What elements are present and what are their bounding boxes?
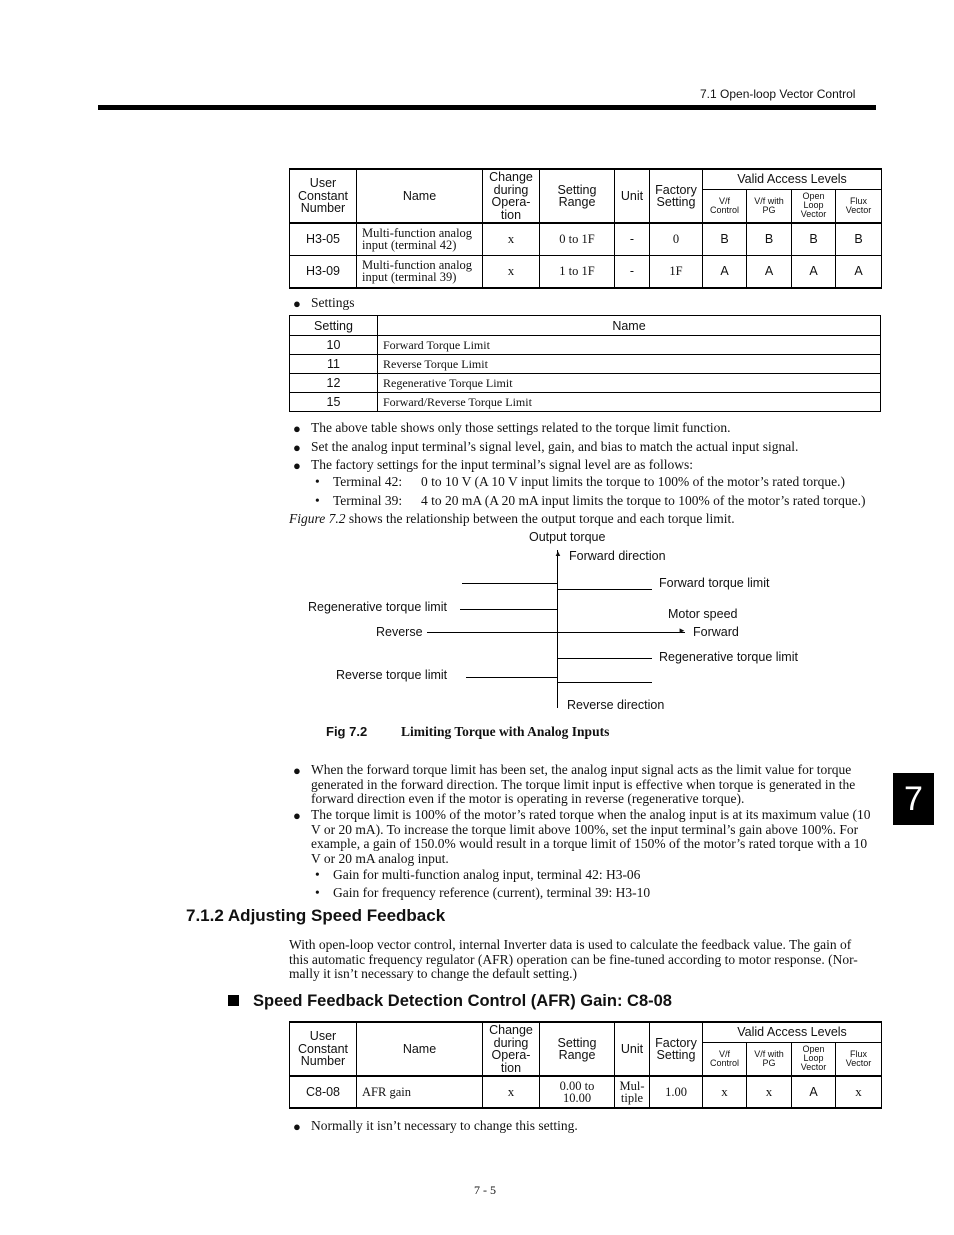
- bullet-text: Set the analog input terminal’s signal level, gain, and bias to match the actual input signal.: [311, 439, 799, 454]
- sub-bullet-icon: •: [315, 493, 320, 508]
- settings-label: Settings: [311, 295, 355, 310]
- label-motor-speed: Motor speed: [668, 607, 738, 621]
- col-name: Name: [357, 1022, 483, 1076]
- label-regen-limit-left: Regenerative torque limit: [308, 600, 447, 614]
- gain-item: Gain for frequency reference (current), terminal 39: H3-10: [333, 885, 651, 900]
- table-row: 12 Regenerative Torque Limit: [290, 374, 881, 393]
- axis-arrow-right-icon: ►: [678, 626, 686, 635]
- label-reverse-torque-limit: Reverse torque limit: [336, 668, 448, 682]
- col-open-loop-vector: Open Loop Vector: [792, 1042, 836, 1076]
- chapter-tab: 7: [893, 773, 934, 825]
- header-rule: [98, 105, 876, 110]
- gain-item: Gain for multi-function analog input, terminal 42: H3-06: [333, 867, 641, 882]
- table-row: H3-05 Multi-function analog input (terminal 42) x 0 to 1F - 0 B B B B: [290, 223, 882, 255]
- label-reverse-direction: Reverse direction: [567, 698, 665, 712]
- table-row: 11 Reverse Torque Limit: [290, 355, 881, 374]
- label-forward-direction: Forward direction: [569, 549, 666, 563]
- label-forward-torque-limit: Forward torque limit: [659, 576, 770, 590]
- col-open-loop-vector: Open Loop Vector: [792, 189, 836, 223]
- label-output-torque: Output torque: [529, 530, 606, 544]
- settings-table: [289, 315, 881, 412]
- label-forward: Forward: [693, 625, 739, 639]
- bullet-icon: ●: [293, 421, 301, 436]
- col-vf-with-pg: V/f with PG: [747, 1042, 792, 1076]
- table-row: C8-08 AFR gain x 0.00 to 10.00 Mul- tiple 1.00 x x A x: [290, 1076, 882, 1108]
- col-valid-access-levels: Valid Access Levels: [703, 169, 882, 189]
- subsection-heading: Speed Feedback Detection Control (AFR) Gain: C8-08: [228, 992, 672, 1011]
- parameter-table-h3: [289, 168, 882, 289]
- parameter-table-c8: [289, 1021, 882, 1109]
- col-unit: Unit: [615, 1022, 650, 1076]
- col-vf-control: V/f Control: [703, 1042, 747, 1076]
- col-setting-range: Setting Range: [540, 169, 615, 223]
- table-row: 15 Forward/Reverse Torque Limit: [290, 393, 881, 412]
- section-paragraph: With open-loop vector control, internal Inverter data is used to calculate the feedback value. The gain of this automatic frequency regulator (AFR) operation can be fine-tuned according to motor response. (Nor- mally it isn’t necessary to change the default setting.): [289, 937, 858, 981]
- bullet-icon: ●: [293, 763, 301, 778]
- col-valid-access-levels: Valid Access Levels: [703, 1022, 882, 1042]
- line-regen-limit-right: [557, 658, 652, 659]
- sub-bullet-icon: •: [315, 474, 320, 489]
- col-change: Change during Opera- tion: [483, 1022, 540, 1076]
- terminal-label: Terminal 42:: [333, 474, 403, 489]
- col-name: Name: [357, 169, 483, 223]
- bullet-icon: ●: [293, 440, 301, 455]
- col-setting: Setting: [290, 316, 378, 336]
- table-row: 10 Forward Torque Limit: [290, 336, 881, 355]
- col-flux-vector: Flux Vector: [836, 189, 882, 223]
- col-change: Change during Opera- tion: [483, 169, 540, 223]
- bullet-text: Normally it isn’t necessary to change this setting.: [311, 1118, 578, 1133]
- bullet-text: The factory settings for the input terminal’s signal level are as follows:: [311, 457, 694, 472]
- terminal-label: Terminal 39:: [333, 493, 403, 508]
- terminal-text: 0 to 10 V (A 10 V input limits the torque to 100% of the motor’s rated torque.): [421, 474, 845, 489]
- line-regen-limit-left: [460, 609, 557, 610]
- figure-reference: Figure 7.2 shows the relationship between the output torque and each torque limit.: [289, 511, 735, 526]
- bullet-text: The torque limit is 100% of the motor’s rated torque when the analog input is at its maximum value (10 V or 20 mA). To increase the torque limit above 100%, set the input terminal’s gain above 100%. For example, a gain of 150.0% would result in a torque limit of 150% of the motor’s rated torque with a 10 V or 20 mA analog input.: [311, 807, 871, 866]
- line-forward-torque-limit: [557, 589, 652, 590]
- col-factory-setting: Factory Setting: [650, 1022, 703, 1076]
- col-unit: Unit: [615, 169, 650, 223]
- bullet-icon: ●: [293, 296, 301, 311]
- col-setting-range: Setting Range: [540, 1022, 615, 1076]
- bullet-icon: ●: [293, 458, 301, 473]
- figure-title: Limiting Torque with Analog Inputs: [401, 724, 610, 739]
- col-user-constant: User Constant Number: [290, 169, 357, 223]
- running-header: 7.1 Open-loop Vector Control: [700, 87, 856, 101]
- bullet-icon: ●: [293, 1119, 301, 1134]
- col-vf-control: V/f Control: [703, 189, 747, 223]
- axis-arrow-up-icon: ▲: [554, 549, 562, 558]
- bullet-icon: ●: [293, 808, 301, 823]
- line-reverse-torque-limit: [466, 677, 557, 678]
- col-user-constant: User Constant Number: [290, 1022, 357, 1076]
- table-row: H3-09 Multi-function analog input (terminal 39) x 1 to 1F - 1F A A A A: [290, 255, 882, 288]
- figure-number: Fig 7.2: [326, 724, 368, 739]
- page-number: 7 - 5: [474, 1183, 496, 1197]
- sub-bullet-icon: •: [315, 885, 320, 900]
- label-regen-limit-right: Regenerative torque limit: [659, 650, 798, 664]
- sub-bullet-icon: •: [315, 867, 320, 882]
- square-bullet-icon: [228, 995, 239, 1006]
- line-left-upper: [462, 583, 557, 584]
- bullet-text: When the forward torque limit has been set, the analog input signal acts as the limit value for torque generated in the forward direction. The torque limit input is effective when torque is generated in the forward direction even if the motor is operating in reverse (regenerative torque).: [311, 762, 856, 806]
- speed-axis: [427, 632, 685, 633]
- bullet-text: The above table shows only those settings related to the torque limit function.: [311, 420, 731, 435]
- torque-axis: [557, 550, 558, 708]
- col-flux-vector: Flux Vector: [836, 1042, 882, 1076]
- col-name: Name: [378, 316, 881, 336]
- label-reverse: Reverse: [376, 625, 423, 639]
- col-vf-with-pg: V/f with PG: [747, 189, 792, 223]
- line-right-lower: [557, 682, 652, 683]
- section-heading: 7.1.2 Adjusting Speed Feedback: [186, 906, 446, 925]
- col-factory-setting: Factory Setting: [650, 169, 703, 223]
- terminal-text: 4 to 20 mA (A 20 mA input limits the torque to 100% of the motor’s rated torque.): [421, 493, 866, 508]
